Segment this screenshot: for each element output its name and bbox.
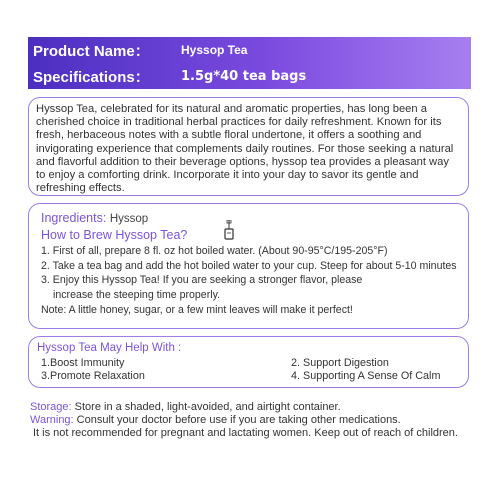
specifications-bar xyxy=(28,63,471,89)
storage-label: Storage: xyxy=(30,401,72,413)
benefits-box xyxy=(28,336,469,388)
brewing-box xyxy=(28,203,469,329)
ingredients-label: Ingredients: xyxy=(41,211,107,225)
warning-label: Warning: xyxy=(30,414,74,426)
benefit-item: 4. Supporting A Sense Of Calm xyxy=(291,370,441,382)
benefits-list xyxy=(37,357,460,383)
brew-note: Note: A little honey, sugar, or a few mint leaves will make it perfect! xyxy=(41,304,353,317)
product-name-bar xyxy=(28,37,471,63)
product-name-value: Hyssop Tea xyxy=(181,43,248,57)
description-box xyxy=(28,97,469,196)
storage-line xyxy=(30,401,480,414)
specifications-label: Specifications： xyxy=(33,68,150,86)
brew-step-1: 1. First of all, prepare 8 fl. oz hot boiled water. (About 90-95°C/195-205°F) xyxy=(41,245,388,257)
brew-step-3: 3. Enjoy this Hyssop Tea! If you are seeking a stronger flavor, please xyxy=(41,274,363,287)
benefit-item: 2. Support Digestion xyxy=(291,357,389,369)
brew-step-2: 2. Take a tea bag and add the hot boiled water to your cup. Steep for about 5-10 minutes xyxy=(41,259,457,272)
benefits-title: Hyssop Tea May Help With : xyxy=(37,342,182,354)
warning-value: Consult your doctor before use if you are taking other medications. xyxy=(76,414,401,426)
warning-line xyxy=(30,414,480,427)
benefit-item: 1.Boost Immunity xyxy=(41,357,125,369)
benefit-item: 3.Promote Relaxation xyxy=(41,370,145,382)
brew-step-3-continued: increase the steeping time properly. xyxy=(53,288,221,301)
footer-info xyxy=(30,401,480,440)
specifications-value: 1.5g*40 tea bags xyxy=(181,68,307,84)
ingredients-value: Hyssop xyxy=(109,213,149,225)
storage-value: Store in a shaded, light-avoided, and airtight container. xyxy=(74,401,341,413)
description-text: Hyssop Tea, celebrated for its natural and aromatic properties, has long been a cherished choice in traditional herbal practices for daily refreshment. Known for its fresh, herbaceous notes with a subtle floral undertone, it offers a soothing and invigorating experience that complements daily routines. For those seeking a natural and flavorful addition to their beverage options, hyssop tea provides a pleasant way to enjoy a comforting drink. Incorporate it into your day to savor its gentle and refreshing effects. xyxy=(36,103,454,195)
teabag-icon xyxy=(224,220,234,240)
product-name-label: Product Name： xyxy=(33,42,150,60)
ingredients-line xyxy=(41,210,460,227)
warning-line-2: It is not recommended for pregnant and lactating women. Keep out of reach of children. xyxy=(33,427,458,439)
how-to-brew-title: How to Brew Hyssop Tea? xyxy=(41,228,188,242)
